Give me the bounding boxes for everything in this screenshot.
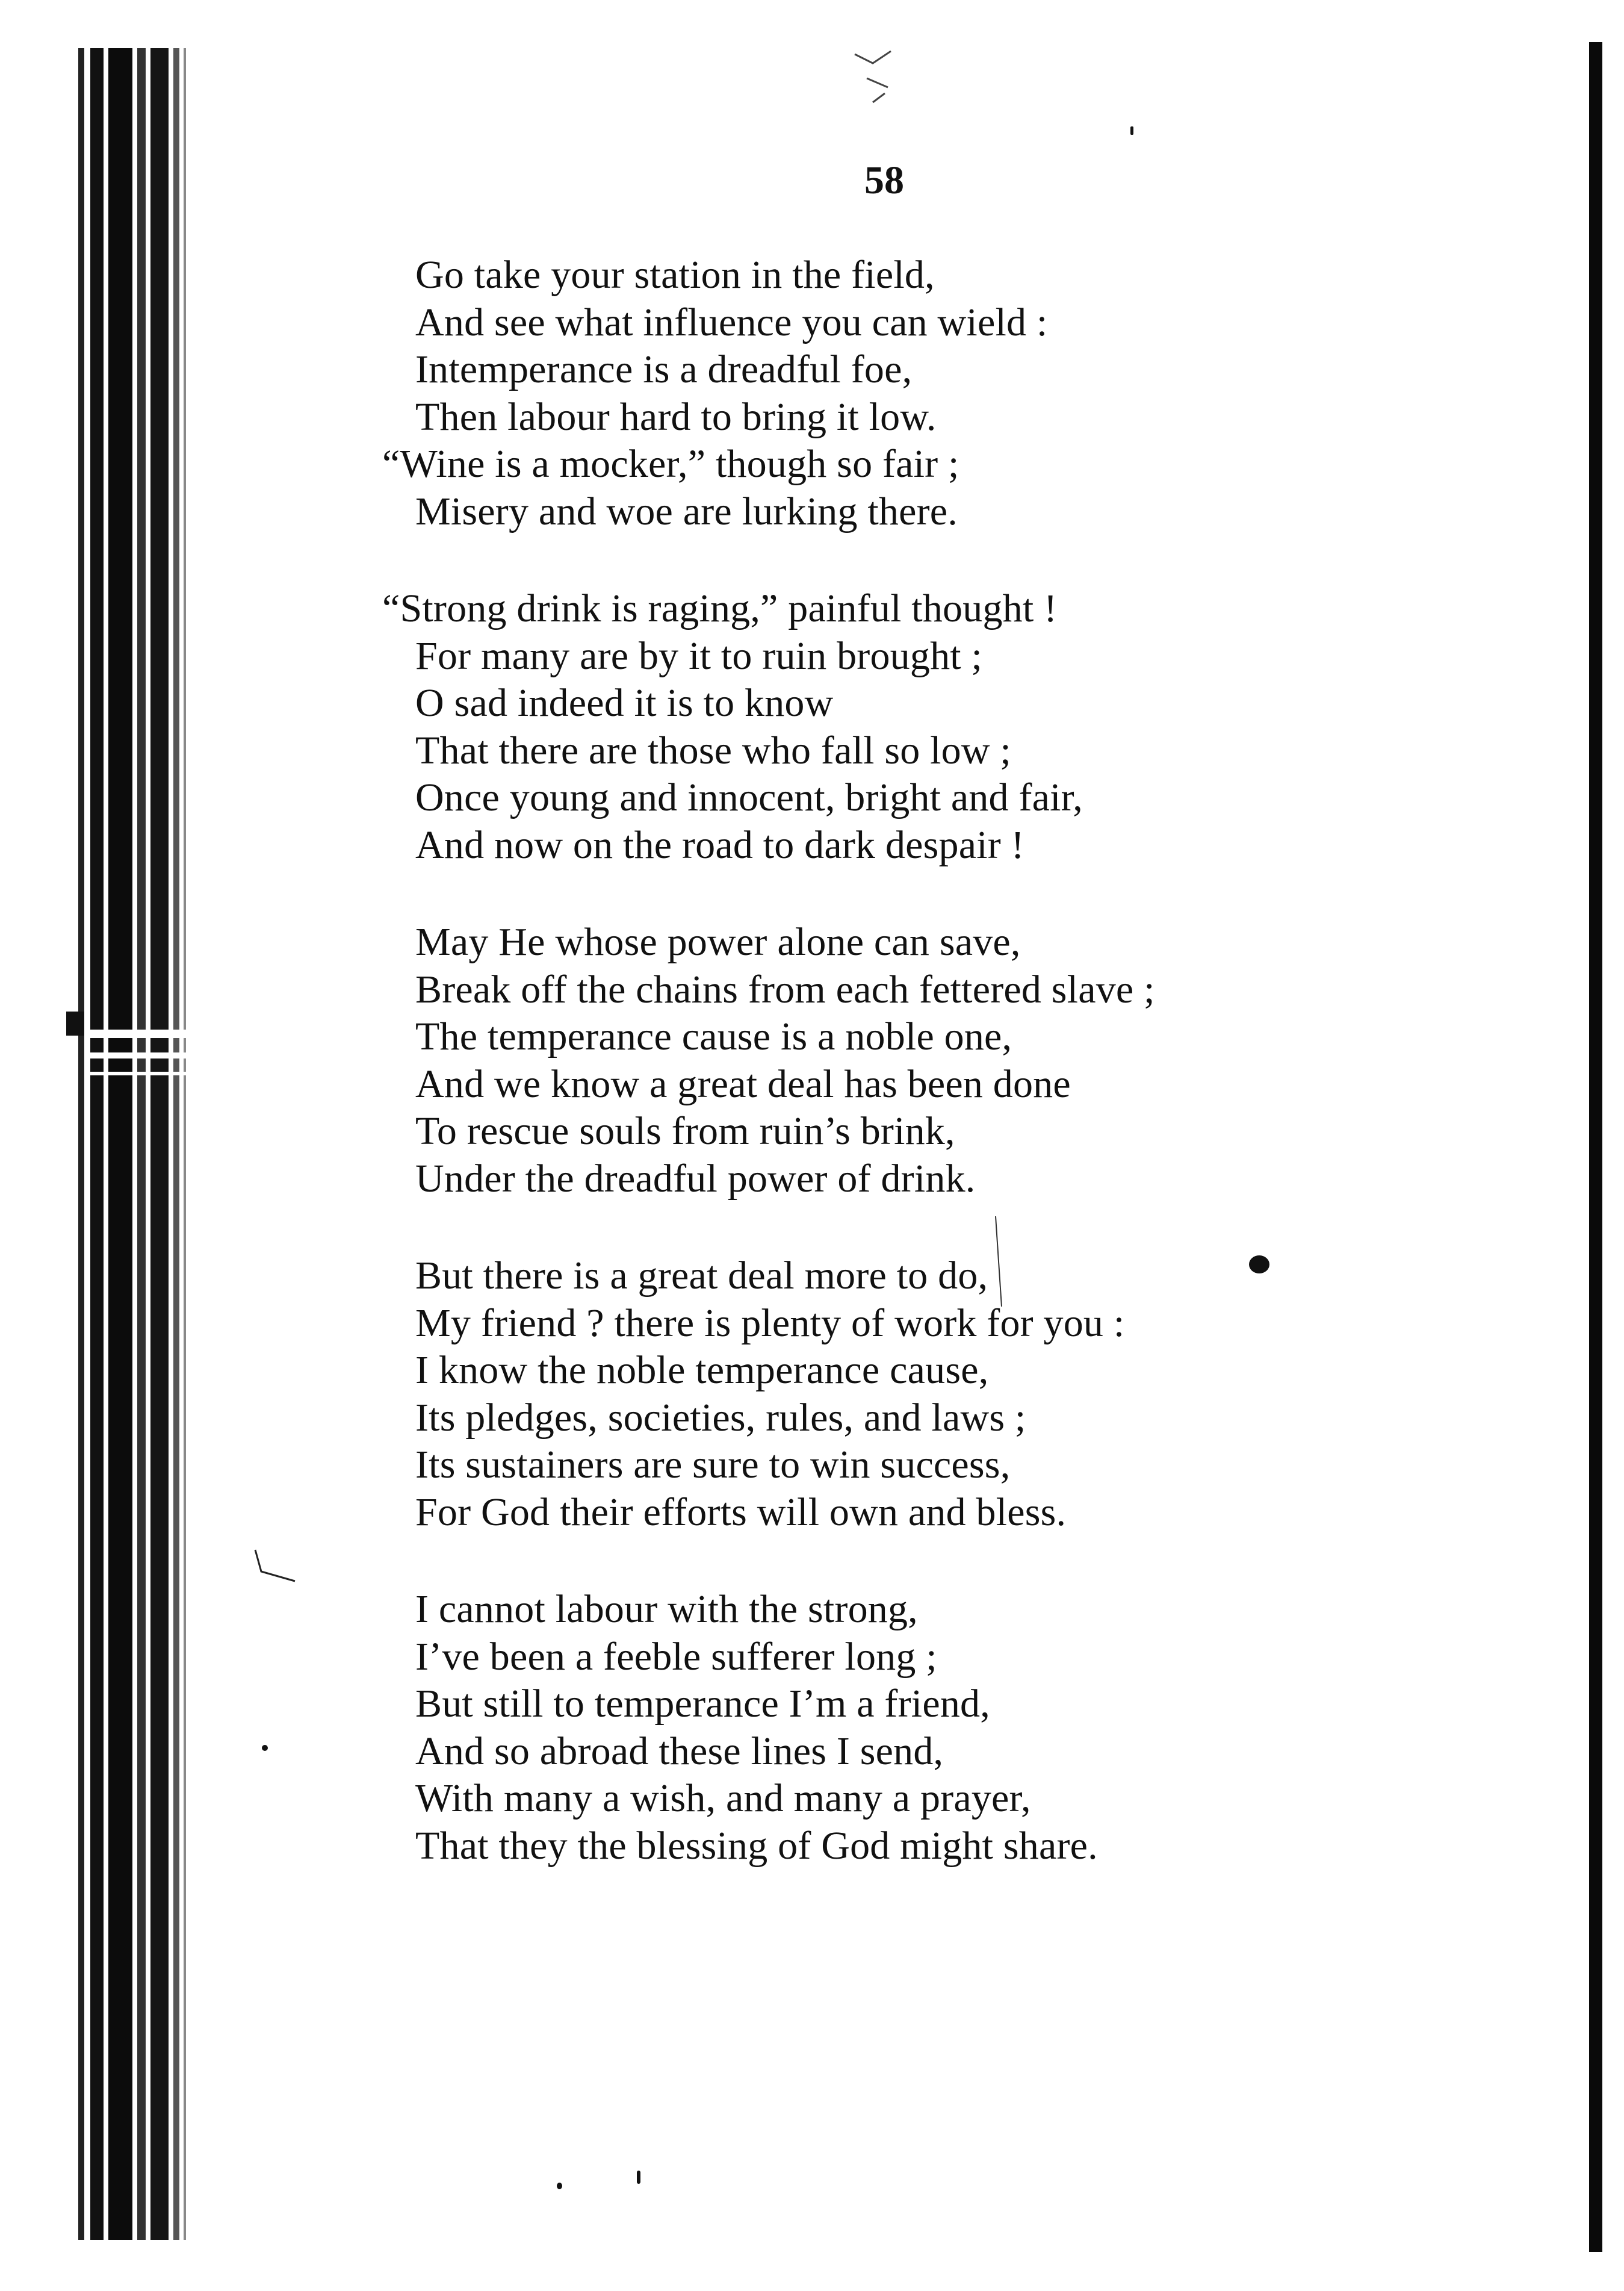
- poem-line: And see what influence you can wield :: [415, 300, 1048, 344]
- poem-line: I cannot labour with the strong,: [415, 1587, 918, 1631]
- ink-speck: [262, 1745, 268, 1751]
- poem-line: “Strong drink is raging,” painful thought !: [382, 586, 1058, 630]
- poem-line: And we know a great deal has been done: [415, 1062, 1071, 1106]
- poem-body: [382, 252, 1559, 1920]
- stanza-2: [382, 585, 1559, 869]
- stanza-4: [415, 1252, 1559, 1536]
- poem-line: To rescue souls from ruin’s brink,: [415, 1109, 955, 1153]
- scan-mark: [993, 1216, 1005, 1313]
- ink-speck: [557, 2183, 562, 2189]
- poem-line: I’ve been a feeble sufferer long ;: [415, 1634, 937, 1679]
- poem-line: Misery and woe are lurking there.: [415, 489, 958, 533]
- scan-mark: [253, 1547, 301, 1596]
- poem-line: For God their efforts will own and bless.: [415, 1490, 1067, 1534]
- poem-line: Under the dreadful power of drink.: [415, 1156, 976, 1201]
- poem-line: Go take your station in the field,: [415, 253, 935, 297]
- poem-line: My friend ? there is plenty of work for you :: [415, 1301, 1125, 1345]
- poem-line: O sad indeed it is to know: [415, 681, 834, 725]
- poem-line: Once young and innocent, bright and fair,: [415, 776, 1083, 819]
- poem-line: Intemperance is a dreadful foe,: [415, 347, 913, 391]
- ink-speck: [637, 2171, 640, 2184]
- poem-line: Then labour hard to bring it low.: [415, 394, 937, 439]
- poem-line: For many are by it to ruin brought ;: [415, 633, 983, 678]
- page-number: 58: [864, 158, 904, 202]
- stanza-1: [382, 252, 1559, 535]
- stanza-5: [415, 1586, 1559, 1870]
- poem-line: And so abroad these lines I send,: [415, 1729, 944, 1773]
- poem-line: And now on the road to dark despair !: [415, 822, 1024, 867]
- poem-line: With many a wish, and many a prayer,: [415, 1776, 1031, 1820]
- poem-line: But still to temperance I’m a friend,: [415, 1682, 990, 1726]
- stanza-3: [415, 919, 1559, 1202]
- poem-line: I know the noble temperance cause,: [415, 1348, 989, 1392]
- ink-speck: [1130, 126, 1133, 135]
- poem-line: May He whose power alone can save,: [415, 920, 1021, 964]
- right-margin-rule: [1589, 42, 1602, 2252]
- ink-speck: [1249, 1255, 1269, 1273]
- poem-line: Break off the chains from each fettered slave ;: [415, 967, 1155, 1012]
- poem-line: Its sustainers are sure to win success,: [415, 1443, 1011, 1487]
- poem-line: “Wine is a mocker,” though so fair ;: [382, 442, 959, 486]
- poem-line: That there are those who fall so low ;: [415, 728, 1011, 772]
- poem-line: Its pledges, societies, rules, and laws ;: [415, 1395, 1026, 1440]
- poem-line: But there is a great deal more to do,: [415, 1254, 988, 1298]
- binding-edge-shadow: [66, 48, 205, 2240]
- poem-line: The temperance cause is a noble one,: [415, 1015, 1012, 1058]
- scan-mark: [843, 42, 915, 108]
- poem-line: That they the blessing of God might share.: [415, 1823, 1098, 1868]
